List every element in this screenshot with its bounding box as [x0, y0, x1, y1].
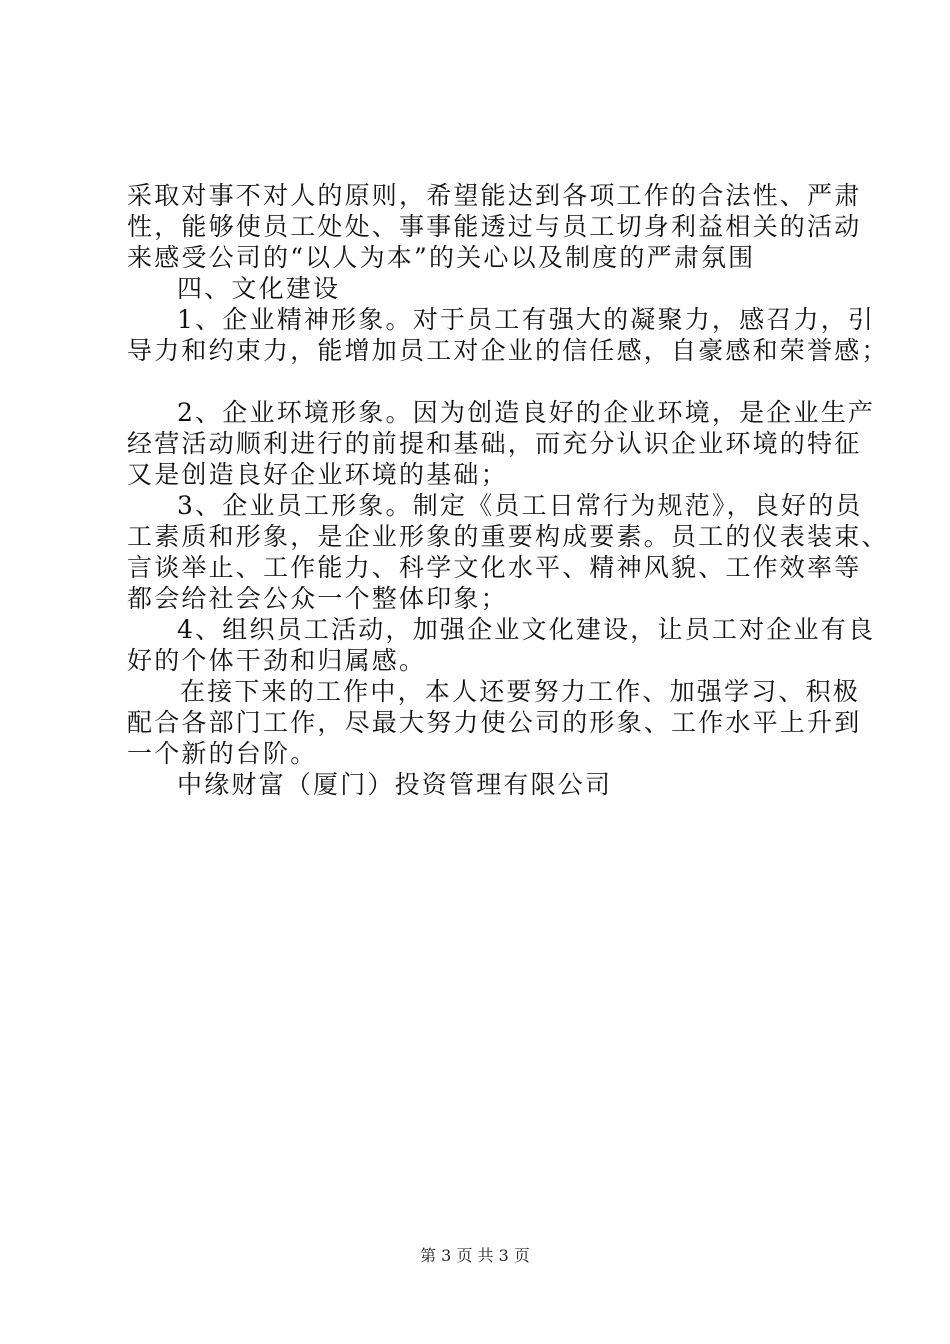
paragraph-line: 采取对事不对人的原则，希望能达到各项工作的合法性、严肃 [127, 181, 862, 210]
paragraph-line: 都会给社会公众一个整体印象； [127, 584, 508, 613]
section-heading: 四、文化建设 [177, 274, 341, 303]
paragraph-line: 又是创造良好企业环境的基础； [127, 460, 508, 489]
paragraph-line: 导力和约束力，能增加员工对企业的信任感，自豪感和荣誉感； [127, 336, 889, 365]
paragraph-line: 一个新的台阶。 [127, 739, 318, 768]
paragraph-line: 工素质和形象，是企业形象的重要构成要素。员工的仪表装束、 [127, 522, 889, 551]
paragraph-line: 4、组织员工活动，加强企业文化建设，让员工对企业有良 [177, 615, 876, 644]
paragraph-line: 好的个体干劲和归属感。 [127, 646, 427, 675]
paragraph-line: 经营活动顺利进行的前提和基础，而充分认识企业环境的特征 [127, 429, 862, 458]
company-signature: 中缘财富（厦门）投资管理有限公司 [177, 770, 613, 799]
page-number-footer: 第 3 页 共 3 页 [420, 1246, 530, 1265]
paragraph-line: 1、企业精神形象。对于员工有强大的凝聚力，感召力，引 [177, 305, 876, 334]
paragraph-line: 2、企业环境形象。因为创造良好的企业环境，是企业生产 [177, 398, 876, 427]
paragraph-line: 性，能够使员工处处、事事能透过与员工切身利益相关的活动 [127, 212, 862, 241]
paragraph-line: 3、企业员工形象。制定《员工日常行为规范》，良好的员 [177, 491, 863, 520]
paragraph-line: 配合各部门工作，尽最大努力使公司的形象、工作水平上升到 [127, 708, 862, 737]
paragraph-line: 言谈举止、工作能力、科学文化水平、精神风貌、工作效率等 [127, 553, 862, 582]
paragraph-line: 来感受公司的“以人为本”的关心以及制度的严肃氛围 [127, 243, 756, 272]
paragraph-line: 在接下来的工作中，本人还要努力工作、加强学习、积极 [180, 677, 861, 706]
